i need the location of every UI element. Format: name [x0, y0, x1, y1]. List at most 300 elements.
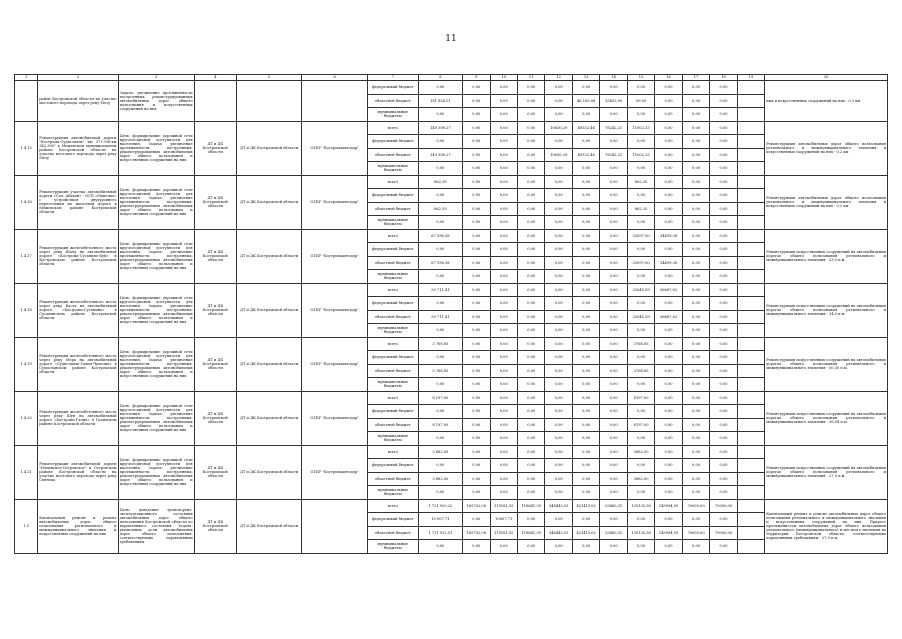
amount-cell: 0,00 — [545, 135, 572, 149]
amount-cell: 0,00 — [600, 324, 627, 338]
amount-cell: 0,00 — [490, 162, 517, 176]
amount-cell: 0,00 — [682, 378, 709, 392]
table-row — [15, 337, 888, 351]
funding-source: областной бюджет — [367, 310, 418, 324]
amount-cell: 0,00 — [517, 243, 544, 257]
amount-cell: 35432,90 — [600, 94, 627, 108]
amount-cell: 0,00 — [517, 391, 544, 405]
amount-cell: 0,00 — [710, 256, 737, 270]
amount-cell: 0,00 — [710, 472, 737, 486]
item-goal: Цель: формирование дорожной сети круглогодичной доступности для населения. Задача: увеличение протяженности построенных, реконструированных автомобильных дорог общего пользования и искусственных сооружений на них — [118, 121, 194, 175]
amount-cell: 0,00 — [463, 243, 490, 257]
item-executor — [194, 81, 236, 122]
amount-cell: 3768,85 — [627, 337, 654, 351]
amount-cell: 70000,00 — [710, 499, 737, 513]
item-participant: ОГБУ "Костромаавтодор" — [302, 337, 368, 391]
amount-cell: 0,00 — [627, 243, 654, 257]
amount-cell: 0,00 — [682, 162, 709, 176]
amount-cell: 3768,85 — [627, 364, 654, 378]
expected-result: Реконструкция искусственных сооружений на автомобильных дорогах общего пользования регионального и межмуниципального значения - 23,0 п.м. — [765, 229, 888, 283]
amount-cell: 0,00 — [545, 378, 572, 392]
amount-cell: 0,00 — [490, 540, 517, 554]
amount-cell: 8197,00 — [627, 418, 654, 432]
amount-cell: 0,00 — [572, 337, 599, 351]
amount-cell: 0,00 — [572, 310, 599, 324]
amount-cell: 0,00 — [463, 472, 490, 486]
amount-cell: 0,00 — [655, 405, 682, 419]
amount-cell: 0,00 — [572, 243, 599, 257]
amount-cell: 0,00 — [490, 94, 517, 108]
amount-cell: 0,00 — [655, 351, 682, 365]
amount-cell: 0,00 — [710, 270, 737, 284]
expected-result: Реконструкция автомобильных дорог общего пользования регионального и межмуниципального значения и искусственных сооружений на них - 0,2 км — [765, 121, 888, 175]
amount-cell: 0,00 — [418, 189, 462, 203]
column-number: 12 — [545, 75, 572, 81]
amount-cell: 0,00 — [463, 148, 490, 162]
amount-cell: 0,00 — [490, 310, 517, 324]
amount-cell: 0,00 — [490, 81, 517, 95]
amount-cell: 70000,00 — [710, 526, 737, 540]
amount-cell: 0,00 — [600, 391, 627, 405]
amount-cell: 862,35 — [627, 202, 654, 216]
amount-cell: 0,00 — [710, 175, 737, 189]
item-goal: Цель: формирование дорожной сети круглогодичной доступности для населения. Задача: увеличение протяженности построенных, реконструированных автомобильных дорог общего пользования и искусственных сооружений на них — [118, 337, 194, 391]
amount-cell: 0,00 — [655, 243, 682, 257]
amount-cell: 0,00 — [463, 270, 490, 284]
table-row — [15, 391, 888, 405]
amount-cell: 0,00 — [600, 243, 627, 257]
amount-cell: 0,00 — [490, 351, 517, 365]
amount-cell: 36667,82 — [655, 283, 682, 297]
amount-cell: 0,00 — [545, 486, 572, 500]
amount-cell — [737, 202, 764, 216]
amount-cell: 0,00 — [572, 270, 599, 284]
funding-source: муниципальные бюджеты — [367, 270, 418, 284]
funding-source: областной бюджет — [367, 148, 418, 162]
page-number: 11 — [445, 34, 457, 44]
amount-cell: 0,00 — [572, 283, 599, 297]
amount-cell: 0,00 — [545, 513, 572, 527]
amount-cell: 0,00 — [517, 162, 544, 176]
amount-cell — [737, 216, 764, 230]
amount-cell: 0,00 — [490, 189, 517, 203]
column-number: 17 — [682, 75, 709, 81]
table-row — [15, 81, 888, 95]
amount-cell: 0,00 — [490, 270, 517, 284]
amount-cell — [737, 405, 764, 419]
item-coexecutor: ДТ и ДК Костромской области — [236, 175, 302, 229]
amount-cell: 0,00 — [682, 94, 709, 108]
funding-source: федеральный бюджет — [367, 513, 418, 527]
amount-cell: 0,00 — [463, 391, 490, 405]
column-number: 20 — [765, 75, 888, 81]
amount-cell: 0,00 — [710, 378, 737, 392]
amount-cell: 0,00 — [655, 364, 682, 378]
amount-cell: 0,00 — [517, 256, 544, 270]
amount-cell: 0,00 — [545, 337, 572, 351]
amount-cell: 0,00 — [655, 216, 682, 230]
amount-cell: 0,00 — [418, 243, 462, 257]
expected-result: Капитальный ремонт и ремонт автомобильных дорог общего пользования регионального и межмуниципального значения и искусственных сооружений на них. Приросс протяженности автомобильных дорог общего пользования регионального (межмуниципального) и местного значения на территории Костромской области, соответствующих нормативным требованиям - 27,0 п.м. — [765, 499, 888, 553]
amount-cell: 0,00 — [600, 378, 627, 392]
amount-cell: 25480,31 — [600, 499, 627, 513]
amount-cell: 0,00 — [418, 297, 462, 311]
item-executor: ДТ и ДК Костромской области — [194, 445, 236, 499]
amount-cell: 8197,00 — [627, 391, 654, 405]
table-row — [15, 283, 888, 297]
amount-cell: 0,00 — [600, 229, 627, 243]
amount-cell: 0,00 — [490, 445, 517, 459]
item-name: Реконструкция железобетонного моста через реку Шачу на автомобильной дороге «Кострома-Сусанино-Буй» в Костромском районе Костромской области — [38, 229, 118, 283]
amount-cell: 0,00 — [682, 148, 709, 162]
amount-cell: 0,00 — [572, 540, 599, 554]
amount-cell: 0,00 — [517, 297, 544, 311]
amount-cell: 0,00 — [490, 216, 517, 230]
amount-cell: 0,00 — [490, 432, 517, 446]
item-number: 1.4.18 — [15, 283, 38, 337]
amount-cell: 0,00 — [682, 337, 709, 351]
item-coexecutor: ДТ и ДК Костромской области — [236, 499, 302, 553]
item-executor: ДТ и ДК Костромской области — [194, 499, 236, 553]
amount-cell: 0,00 — [490, 135, 517, 149]
amount-cell: 0,00 — [517, 94, 544, 108]
amount-cell: 0,00 — [545, 405, 572, 419]
amount-cell: 0,00 — [600, 472, 627, 486]
amount-cell: 0,00 — [490, 405, 517, 419]
amount-cell: 0,00 — [517, 270, 544, 284]
amount-cell: 0,00 — [682, 121, 709, 135]
item-goal: Цель: доведение транспортно-эксплуатационного состояния автомобильных дорог общего пользования Костромской области до нормативного состояния. Задача: увеличение доли автомобильных дорог общего пользования, соответствующих нормативным требованиям — [118, 499, 194, 553]
amount-cell: 0,00 — [710, 189, 737, 203]
funding-source: федеральный бюджет — [367, 405, 418, 419]
amount-cell — [737, 148, 764, 162]
item-goal: Цель: формирование дорожной сети круглогодичной доступности для населения. Задача: увеличение протяженности построенных, реконструированных автомобильных дорог общего пользования и искусственных сооружений на них — [118, 283, 194, 337]
amount-cell: 0,00 — [682, 175, 709, 189]
amount-cell: 0,00 — [463, 256, 490, 270]
amount-cell — [737, 391, 764, 405]
amount-cell — [737, 256, 764, 270]
amount-cell: 0,00 — [418, 216, 462, 230]
amount-cell: 0,00 — [655, 121, 682, 135]
funding-source: всего — [367, 229, 418, 243]
amount-cell: 0,00 — [463, 378, 490, 392]
amount-cell: 0,00 — [600, 310, 627, 324]
amount-cell: 0,00 — [517, 108, 544, 122]
amount-cell: 0,00 — [627, 378, 654, 392]
item-number: 1.5 — [15, 499, 38, 553]
amount-cell: 0,00 — [545, 94, 572, 108]
amount-cell: 0,00 — [463, 540, 490, 554]
amount-cell: 0,00 — [517, 364, 544, 378]
amount-cell — [737, 351, 764, 365]
item-coexecutor: ДТ и ДК Костромской области — [236, 445, 302, 499]
item-name: Реконструкция участка автомобильной дороги «Сол. Абакан» - ОГП «Манечко» с устройством двухуровнего пересечения на железной дороге в Межевском районе Костромской области — [38, 175, 118, 229]
amount-cell: 0,00 — [418, 324, 462, 338]
amount-cell: 0,00 — [600, 418, 627, 432]
funding-source: муниципальные бюджеты — [367, 162, 418, 176]
funding-source: областной бюджет — [367, 256, 418, 270]
amount-cell: 0,00 — [572, 216, 599, 230]
table-row — [15, 175, 888, 189]
amount-cell: 0,00 — [655, 189, 682, 203]
amount-cell — [737, 229, 764, 243]
amount-cell: 11002,33 — [627, 121, 654, 135]
amount-cell: 0,00 — [655, 297, 682, 311]
amount-cell: 0,00 — [463, 297, 490, 311]
amount-cell: 0,00 — [655, 486, 682, 500]
expected-result: Реконструкция искусственных сооружений на автомобильных дорогах общего пользования регионального и межмуниципального значения - 36,94 п.м. — [765, 391, 888, 445]
amount-cell: 23045,59 — [627, 283, 654, 297]
amount-cell — [737, 121, 764, 135]
funding-source: всего — [367, 283, 418, 297]
amount-cell: 0,00 — [463, 229, 490, 243]
amount-cell: 0,00 — [655, 202, 682, 216]
item-coexecutor: ДТ и ДК Костромской области — [236, 121, 302, 175]
amount-cell: 0,00 — [572, 486, 599, 500]
amount-cell: 59 711,41 — [418, 283, 462, 297]
amount-cell: 0,00 — [682, 202, 709, 216]
item-executor: ДТ и ДК Костромской области — [194, 283, 236, 337]
amount-cell: 0,00 — [572, 108, 599, 122]
amount-cell: 0,00 — [545, 175, 572, 189]
program-table — [14, 74, 888, 554]
amount-cell: 0,00 — [545, 472, 572, 486]
funding-source: федеральный бюджет — [367, 459, 418, 473]
amount-cell: 348443,03 — [545, 526, 572, 540]
funding-source: федеральный бюджет — [367, 243, 418, 257]
amount-cell: 165702,08 — [463, 526, 490, 540]
amount-cell: 0,00 — [517, 472, 544, 486]
amount-cell: 0,00 — [490, 175, 517, 189]
amount-cell: 0,00 — [463, 189, 490, 203]
amount-cell: 0,00 — [682, 459, 709, 473]
amount-cell: 0,00 — [682, 135, 709, 149]
amount-cell: 0,00 — [600, 351, 627, 365]
amount-cell — [737, 94, 764, 108]
amount-cell: 0,00 — [463, 310, 490, 324]
amount-cell: 0,00 — [710, 418, 737, 432]
amount-cell: 3 682,00 — [418, 445, 462, 459]
amount-cell: 421415,62 — [572, 526, 599, 540]
funding-source: муниципальные бюджеты — [367, 540, 418, 554]
amount-cell: 0,00 — [490, 324, 517, 338]
amount-cell: 0,00 — [572, 432, 599, 446]
amount-cell: 0,00 — [572, 445, 599, 459]
amount-cell: 0,00 — [517, 189, 544, 203]
amount-cell: 0,00 — [682, 108, 709, 122]
amount-cell: 0,00 — [627, 81, 654, 95]
amount-cell: 0,00 — [655, 324, 682, 338]
amount-cell: 0,00 — [463, 283, 490, 297]
item-participant: ОГБУ "Костромаавтодор" — [302, 229, 368, 283]
amount-cell: 0,00 — [600, 364, 627, 378]
amount-cell: 0,00 — [463, 432, 490, 446]
table-row — [15, 445, 888, 459]
amount-cell: 0,00 — [463, 445, 490, 459]
amount-cell: 0,00 — [655, 459, 682, 473]
amount-cell: 0,00 — [682, 229, 709, 243]
amount-cell: 3 768,85 — [418, 364, 462, 378]
funding-source: областной бюджет — [367, 526, 418, 540]
amount-cell: 0,00 — [627, 108, 654, 122]
amount-cell: 0,00 — [463, 459, 490, 473]
funding-source: всего — [367, 337, 418, 351]
item-participant: ОГБУ "Костромаавтодор" — [302, 175, 368, 229]
amount-cell: 0,00 — [710, 391, 737, 405]
amount-cell: 0,00 — [545, 432, 572, 446]
item-executor: ДТ и ДК Костромской области — [194, 121, 236, 175]
item-name: район Костромской области на участке мостового перехода через реку Мезу — [38, 81, 118, 122]
expected-result: Реконструкция автомобильных дорог общего пользования регионального и межмуниципального значения и искусственных сооружений на них - 0,2 км — [765, 175, 888, 229]
column-number: 11 — [517, 75, 544, 81]
item-participant: ОГБУ "Костромаавтодор" — [302, 391, 368, 445]
amount-cell: 0,00 — [490, 229, 517, 243]
amount-cell — [737, 459, 764, 473]
amount-cell: 0,00 — [710, 216, 737, 230]
amount-cell: 0,00 — [490, 297, 517, 311]
amount-cell: 0,00 — [600, 297, 627, 311]
amount-cell: 0,00 — [490, 256, 517, 270]
amount-cell: 0,00 — [710, 432, 737, 446]
amount-cell: 0,00 — [463, 337, 490, 351]
amount-cell: 0,00 — [710, 229, 737, 243]
column-number: 9 — [463, 75, 490, 81]
column-number: 6 — [302, 75, 368, 81]
amount-cell: 0,00 — [490, 378, 517, 392]
amount-cell: 50,00 — [627, 94, 654, 108]
column-number: 3 — [118, 75, 194, 81]
amount-cell: 0,00 — [710, 351, 737, 365]
amount-cell: 0,00 — [655, 148, 682, 162]
amount-cell — [737, 162, 764, 176]
amount-cell: 0,00 — [545, 283, 572, 297]
amount-cell: 0,00 — [682, 81, 709, 95]
amount-cell: 0,00 — [490, 337, 517, 351]
amount-cell: 0,00 — [600, 175, 627, 189]
amount-cell: 0,00 — [682, 513, 709, 527]
amount-cell: 0,00 — [655, 418, 682, 432]
amount-cell — [737, 324, 764, 338]
amount-cell: 0,00 — [600, 189, 627, 203]
amount-cell: 67 596,38 — [418, 256, 462, 270]
amount-cell — [737, 270, 764, 284]
amount-cell: 0,00 — [490, 486, 517, 500]
amount-cell: 0,00 — [517, 283, 544, 297]
amount-cell: 0,00 — [545, 229, 572, 243]
amount-cell: 0,00 — [710, 94, 737, 108]
amount-cell: 10 007,71 — [418, 513, 462, 527]
amount-cell: 0,00 — [710, 108, 737, 122]
amount-cell: 3682,00 — [627, 445, 654, 459]
amount-cell: 0,00 — [627, 324, 654, 338]
amount-cell: 0,00 — [572, 364, 599, 378]
amount-cell: 0,00 — [418, 351, 462, 365]
amount-cell: 0,00 — [517, 432, 544, 446]
amount-cell: 0,00 — [682, 418, 709, 432]
amount-cell: 139135,38 — [627, 499, 654, 513]
amount-cell: 421415,62 — [572, 499, 599, 513]
item-goal: Цель: формирование дорожной сети круглогодичной доступности для населения. Задача: увеличение протяженности построенных, реконструированных автомобильных дорог общего пользования и искусственных сооружений на них — [118, 445, 194, 499]
column-number: 1 — [15, 75, 38, 81]
amount-cell: 0,00 — [545, 310, 572, 324]
amount-cell: 10830,29 — [545, 148, 572, 162]
amount-cell: 0,00 — [710, 337, 737, 351]
item-number: 1.4.16 — [15, 175, 38, 229]
amount-cell: 0,00 — [418, 405, 462, 419]
amount-cell — [737, 297, 764, 311]
amount-cell: 0,00 — [463, 486, 490, 500]
amount-cell: 0,00 — [600, 216, 627, 230]
amount-cell: 0,00 — [710, 297, 737, 311]
amount-cell: 0,00 — [655, 540, 682, 554]
funding-source: муниципальные бюджеты — [367, 486, 418, 500]
amount-cell: 119181,55 — [490, 526, 517, 540]
item-goal: Цель: формирование дорожной сети круглогодичной доступности для населения. Задача: увеличение протяженности построенных, реконструированных автомобильных дорог общего пользования и искусственных сооружений на них — [118, 391, 194, 445]
item-coexecutor — [236, 81, 302, 122]
amount-cell: 0,00 — [627, 162, 654, 176]
amount-cell: 0,00 — [682, 189, 709, 203]
funding-source: всего — [367, 391, 418, 405]
amount-cell: 78242,21 — [600, 148, 627, 162]
amount-cell: 0,00 — [710, 486, 737, 500]
amount-cell: 0,00 — [600, 135, 627, 149]
amount-cell: 0,00 — [627, 135, 654, 149]
amount-cell: 0,00 — [682, 405, 709, 419]
amount-cell: 0,00 — [682, 540, 709, 554]
amount-cell: 0,00 — [517, 324, 544, 338]
item-name: Реконструкция железобетонного моста через реку Мера на автомобильной дороге «Судиславль-Галич-Чухлома» в Судиславском районе Костромской области — [38, 337, 118, 391]
amount-cell: 0,00 — [682, 364, 709, 378]
amount-cell: 0,00 — [463, 513, 490, 527]
amount-cell: 0,00 — [655, 391, 682, 405]
amount-cell: 0,00 — [490, 418, 517, 432]
amount-cell: 36667,82 — [655, 310, 682, 324]
amount-cell: 0,00 — [517, 418, 544, 432]
item-name: Реконструкция железобетонного моста через реку Шуя на автомобильной дороге «Кострома-Галич» в Галичском районе Костромской области — [38, 391, 118, 445]
amount-cell: 149 398,27 — [418, 121, 462, 135]
amount-cell: 0,00 — [600, 108, 627, 122]
column-number: 5 — [236, 75, 302, 81]
amount-cell: 0,00 — [418, 270, 462, 284]
amount-cell: 0,00 — [710, 405, 737, 419]
column-number: 15 — [627, 75, 654, 81]
amount-cell — [737, 81, 764, 95]
item-name: Реконструкция автомобильной дороги "Кострома-Судиславль" км 37+356-км 342,300" в Межевском муниципальном районе Костромской области на участке мостового перехода через реку Мезу — [38, 121, 118, 175]
amount-cell: 0,00 — [418, 459, 462, 473]
amount-cell: 0,00 — [545, 243, 572, 257]
amount-cell: 0,00 — [710, 310, 737, 324]
amount-cell: 0,00 — [572, 418, 599, 432]
amount-cell: 0,00 — [682, 432, 709, 446]
amount-cell: 0,00 — [545, 391, 572, 405]
amount-cell: 0,00 — [463, 94, 490, 108]
amount-cell: 0,00 — [627, 270, 654, 284]
amount-cell: 0,00 — [682, 324, 709, 338]
amount-cell: 0,00 — [572, 324, 599, 338]
column-number: 7 — [367, 75, 418, 81]
amount-cell: 0,00 — [572, 135, 599, 149]
amount-cell: 149994,95 — [655, 526, 682, 540]
amount-cell — [737, 283, 764, 297]
funding-source: федеральный бюджет — [367, 351, 418, 365]
amount-cell: 0,00 — [418, 486, 462, 500]
amount-cell: 0,00 — [655, 445, 682, 459]
amount-cell: 0,00 — [682, 256, 709, 270]
funding-source: областной бюджет — [367, 472, 418, 486]
amount-cell: 0,00 — [545, 351, 572, 365]
amount-cell: 0,00 — [682, 243, 709, 257]
item-executor: ДТ и ДК Костромской области — [194, 391, 236, 445]
